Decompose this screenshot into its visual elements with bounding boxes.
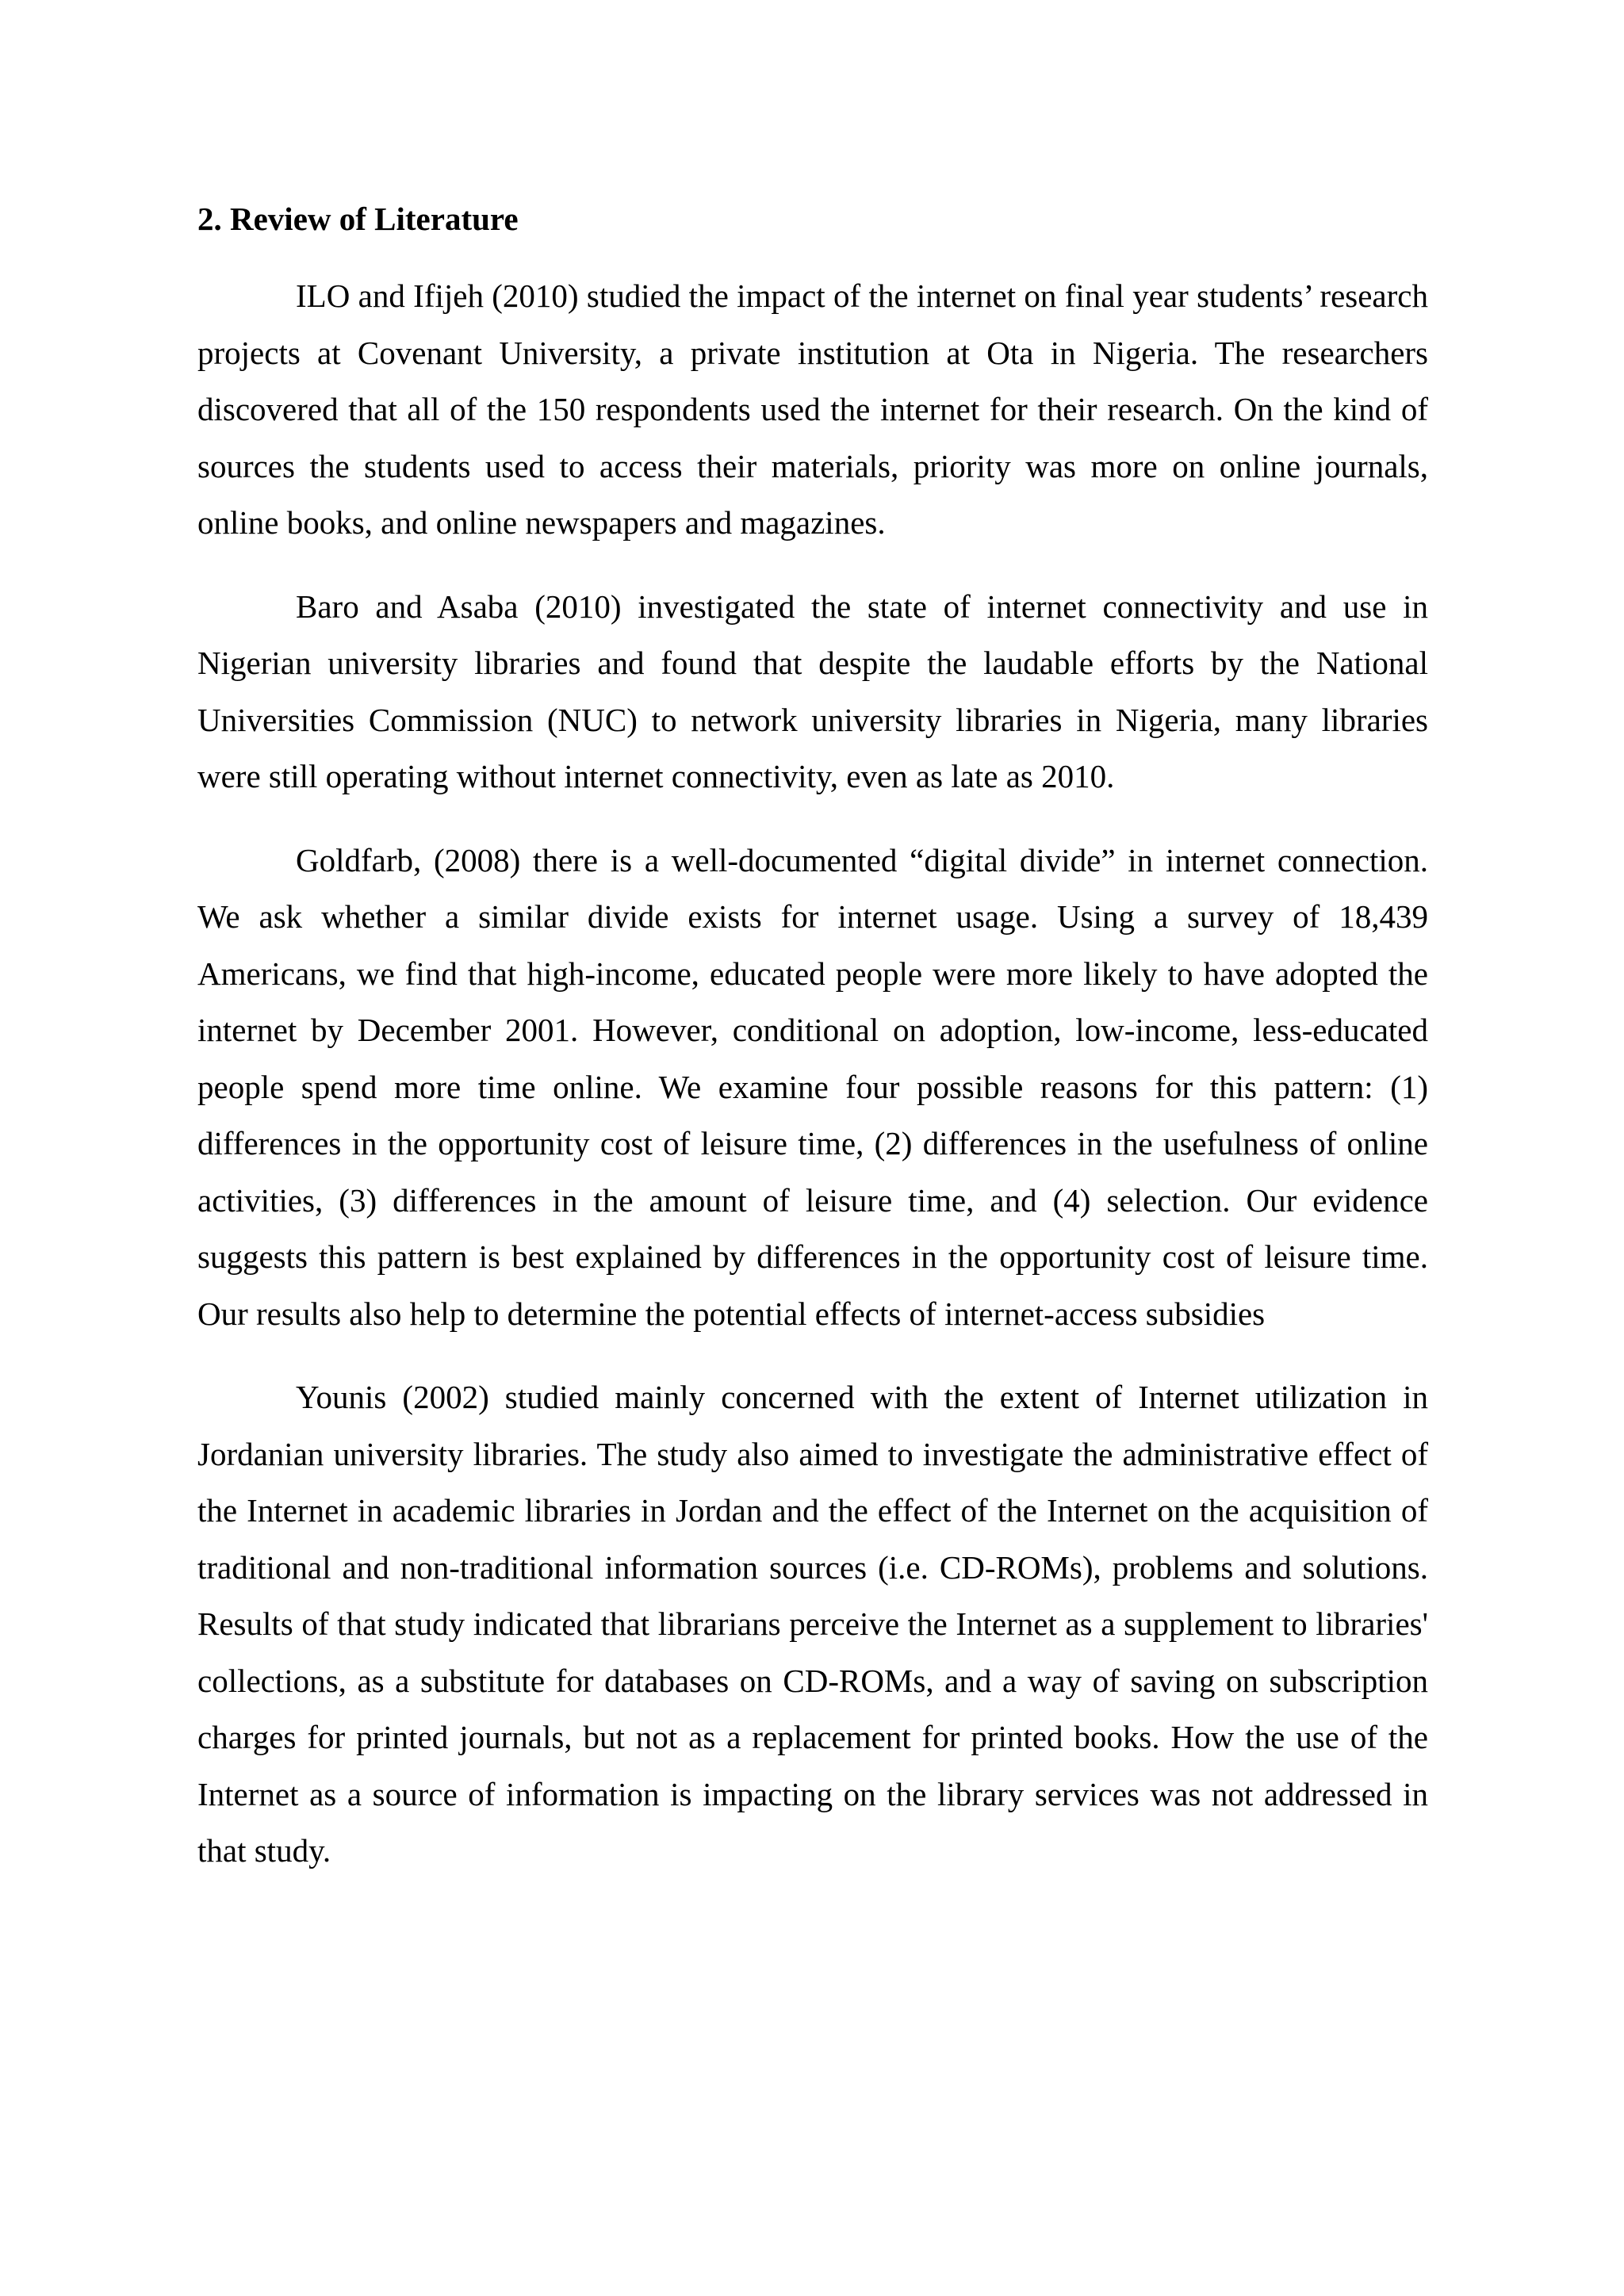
paragraph-ilo-ifijeh: ILO and Ifijeh (2010) studied the impact of the internet on final year students’ research projects at Covenant University, a private institution at Ota in Nigeria. The researchers discovered that all of the 150 respondents used the internet for their research. On the kind of sources the students used to access their materials, priority was more on online journals, online books, and online newspapers and magazines. <box>197 277 1428 541</box>
section-heading: 2. Review of Literature <box>197 201 519 237</box>
paragraph-younis: Younis (2002) studied mainly concerned with the extent of Internet utilization in Jordanian university libraries. The study also aimed to investigate the administrative effect of the Internet in academic libraries in Jordan and the effect of the Internet on the acquisition of traditional and non-traditional information sources (i.e. CD-ROMs), problems and solutions. Results of that study indicated that librarians perceive the Internet as a supplement to libraries' collections, as a substitute for databases on CD-ROMs, and a way of saving on subscription charges for printed journals, but not as a replacement for printed books. How the use of the Internet as a source of information is impacting on the library services was not addressed in that study. <box>197 1379 1428 1869</box>
paragraph-baro-asaba: Baro and Asaba (2010) investigated the state of internet connectivity and use in Nigerian university libraries and found that despite the laudable efforts by the National Universities Commission (NUC) to network university libraries in Nigeria, many libraries were still operating without internet connectivity, even as late as 2010. <box>197 587 1428 794</box>
paragraph-goldfarb: Goldfarb, (2008) there is a well-documented “digital divide” in internet connection. We ask whether a similar divide exists for internet usage. Using a survey of 18,439 Americans, we find that high-income, educated people were more likely to have adopted the internet by December 2001. However, conditional on adoption, low-income, less-educated people spend more time online. We examine four possible reasons for this pattern: (1) differences in the opportunity cost of leisure time, (2) differences in the usefulness of online activities, (3) differences in the amount of leisure time, and (4) selection. Our evidence suggests this pattern is best explained by differences in the opportunity cost of leisure time. Our results also help to determine the potential effects of internet-access subsidies <box>197 841 1428 1332</box>
page-content <box>197 190 1428 1907</box>
